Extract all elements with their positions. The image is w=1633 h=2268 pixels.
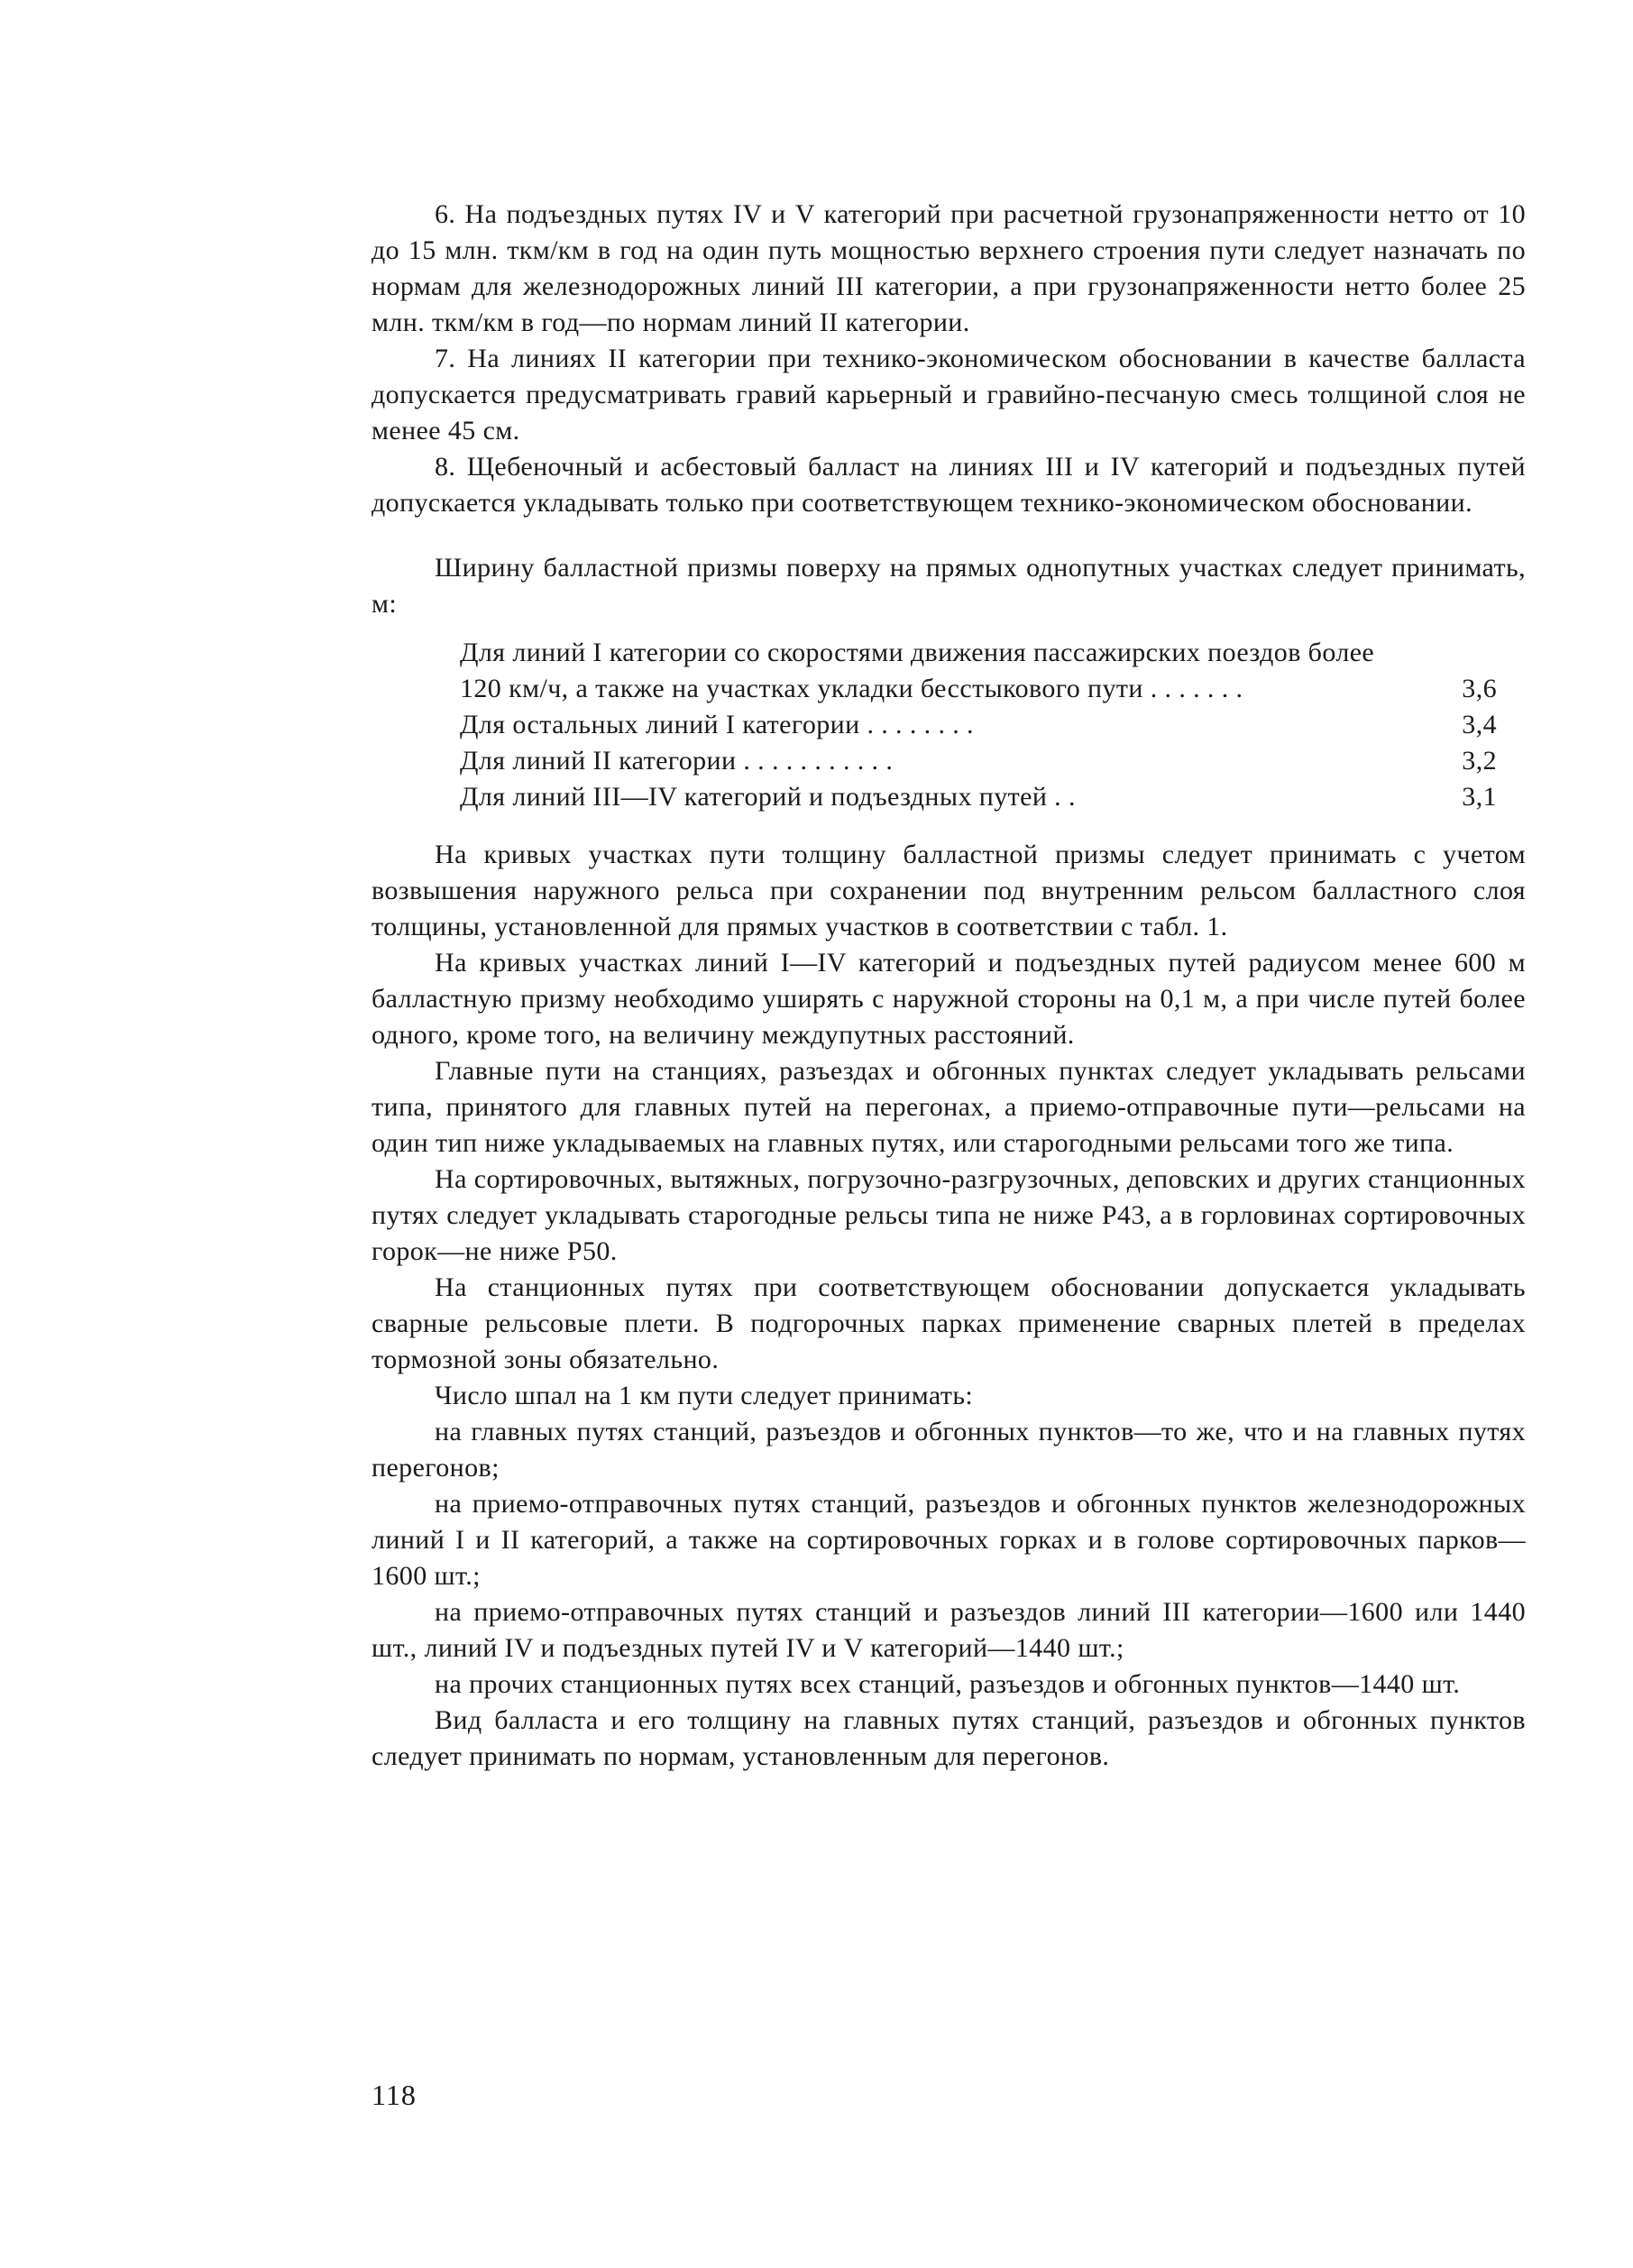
ballast-width-item [460, 743, 1497, 779]
curve-ballast-widening-paragraph: На кривых участках линий I—IV категорий и подъездных путей радиусом менее 600 м балластную призму необходимо уширять с наружной стороны на 0,1 м, а при числе путей более одного, кроме того, на величину междупутных расстояний. [372, 948, 1526, 1050]
page-number: 118 [372, 2079, 417, 2111]
ballast-width-item-value: 3,1 [1462, 782, 1497, 812]
sleepers-main-tracks-item: на главных путях станций, разъездов и обгонных пунктов—то же, что и на главных путях перегонов; [372, 1417, 1526, 1483]
sleepers-category-iii-item: на приемо-отправочных путях станций и разъездов линий III категории—1600 или 1440 шт., линий IV и подъездных путей IV и V категорий—1440 шт.; [372, 1597, 1526, 1663]
main-text-column [372, 197, 1526, 1775]
clause-7: 7. На линиях II категории при технико-экономическом обосновании в качестве балласта допускается предусматривать гравий карьерный и гравийно-песчаную смесь толщиной слоя не менее 45 см. [372, 344, 1526, 445]
ballast-width-item-text: Для линий I категории со скоростями движения пассажирских поездов более 120 км/ч, а также на участках укладки бесстыкового пути . . . . . . . [460, 638, 1375, 703]
ballast-width-item-value: 3,4 [1462, 710, 1497, 739]
ballast-width-item-text: Для остальных линий I категории . . . . . . . . [460, 710, 974, 739]
clause-6: 6. На подъездных путях IV и V категорий при расчетной грузонапряженности нетто от 10 до 15 млн. ткм/км в год на один путь мощностью верхнего строения пути следует назначать по нормам для железнодорожных линий III категории, а при грузонапряженности нетто более 25 млн. ткм/км в год—по нормам линий II категории. [372, 199, 1526, 337]
ballast-width-item-value: 3,2 [1462, 746, 1497, 776]
sleepers-receiving-tracks-item: на приемо-отправочных путях станций, разъездов и обгонных пунктов железнодорожных линий I и II категорий, а также на сортировочных горках и в голове сортировочных парков—1600 шт.; [372, 1489, 1526, 1591]
curve-ballast-thickness-paragraph: На кривых участках пути толщину балластной призмы следует принимать с учетом возвышения наружного рельса при сохранении под внутренним рельсом балластного слоя толщины, установленной для прямых участков в соответствии с табл. 1. [372, 840, 1526, 941]
ballast-width-item-value: 3,6 [1462, 674, 1497, 703]
ballast-width-list [372, 635, 1526, 815]
welded-rails-paragraph: На станционных путях при соответствующем обосновании допускается укладывать сварные рельсовые плети. В подгорочных парках применение сварных плетей в пределах тормозной зоны обязательно. [372, 1272, 1526, 1374]
ballast-width-item-text: Для линий II категории . . . . . . . . . . . [460, 746, 894, 776]
sleepers-intro-paragraph: Число шпал на 1 км пути следует принимать: [435, 1381, 974, 1410]
ballast-width-item [460, 707, 1497, 743]
ballast-width-item [460, 635, 1497, 707]
ballast-width-intro: Ширину балластной призмы поверху на прямых однопутных участках следует принимать, м: [372, 553, 1526, 619]
ballast-width-item [460, 779, 1497, 815]
clause-8: 8. Щебеночный и асбестовый балласт на линиях III и IV категорий и подъездных путей допускается укладывать только при соответствующем технико-экономическом обосновании. [372, 452, 1526, 518]
sleepers-other-tracks-item: на прочих станционных путях всех станций, разъездов и обгонных пунктов—1440 шт. [435, 1669, 1461, 1699]
station-ballast-paragraph: Вид балласта и его толщину на главных путях станций, разъездов и обгонных пунктов следует принимать по нормам, установленным для перегонов. [372, 1705, 1526, 1771]
numbered-clauses [372, 197, 1526, 521]
station-track-rules [372, 837, 1526, 1775]
ballast-width-item-text: Для линий III—IV категорий и подъездных путей . . [460, 782, 1076, 812]
main-station-tracks-paragraph: Главные пути на станциях, разъездах и обгонных пунктах следует укладывать рельсами типа, принятого для главных путей на перегонах, а приемо-отправочные пути—рельсами на один тип ниже укладываемых на главных путях, или старогодными рельсами того же типа. [372, 1056, 1526, 1158]
yard-tracks-paragraph: На сортировочных, вытяжных, погрузочно-разгрузочных, деповских и других станционных путях следует укладывать старогодные рельсы типа не ниже Р43, а в горловинах сортировочных горок—не ниже Р50. [372, 1164, 1526, 1266]
